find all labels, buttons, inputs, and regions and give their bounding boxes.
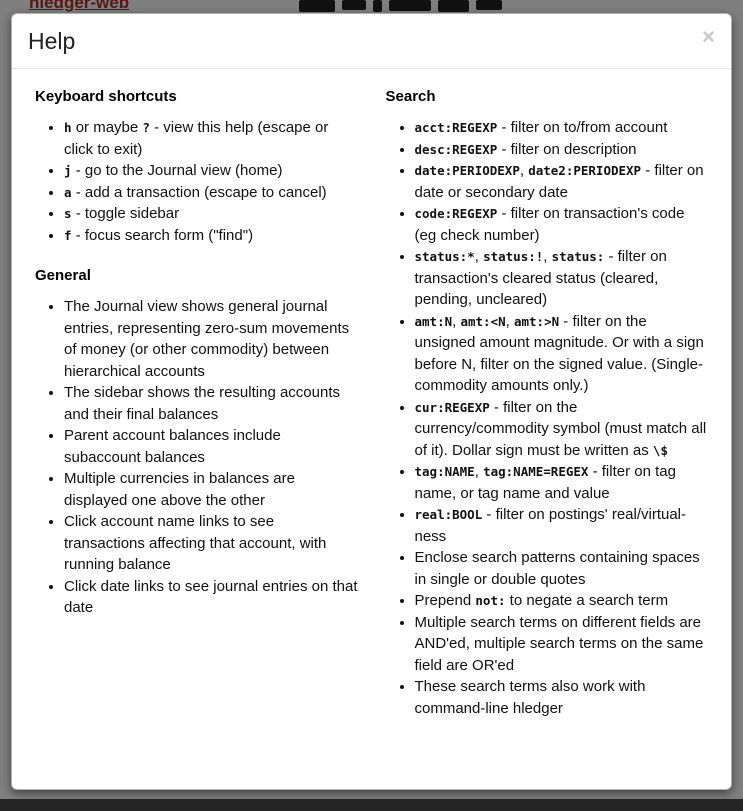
close-icon: × — [702, 24, 715, 49]
search-list — [386, 117, 709, 719]
list-item: • The sidebar shows the resulting accounts and their final balances — [64, 382, 358, 425]
shortcut-list — [35, 117, 358, 246]
list-item: • desc:REGEXP - filter on description — [415, 139, 709, 161]
section-keyboard-shortcuts — [35, 88, 358, 246]
inline-code: desc:REGEXP — [414, 141, 498, 157]
inline-code: amt:>N — [513, 313, 560, 329]
inline-code: status: — [551, 249, 605, 264]
inline-code: s — [64, 206, 72, 221]
inline-code: status:! — [483, 249, 544, 264]
list-item: • status:*, status:!, status: - filter on transaction's cleared status (cleared, pending, uncleared) — [415, 246, 709, 311]
modal-body — [12, 69, 731, 729]
list-item: • Click account name links to see transactions affecting that account, with running balance — [64, 511, 358, 576]
list-item: • date:PERIODEXP, date2:PERIODEXP - filter on date or secondary date — [415, 160, 709, 203]
list-item: • Parent account balances include subaccount balances — [64, 425, 358, 468]
list-item: • code:REGEXP - filter on transaction's code (eg check number) — [415, 203, 709, 246]
list-item: • The Journal view shows general journal entries, representing zero-sum movements of money (or other commodity) between hierarchical accounts — [64, 296, 358, 382]
modal-title: Help — [28, 28, 76, 54]
list-item: • Enclose search patterns containing spaces in single or double quotes — [415, 547, 709, 590]
inline-code: real:BOOL — [414, 507, 483, 522]
list-item: • Multiple search terms on different fields are AND'ed, multiple search terms on the same field are OR'ed — [415, 612, 709, 677]
list-item: • These search terms also work with command-line hledger — [415, 676, 709, 719]
inline-code: ? — [142, 120, 150, 135]
list-item: • Click date links to see journal entries on that date — [64, 576, 358, 619]
inline-code: tag:NAME=REGEX — [483, 464, 589, 479]
list-item: • a - add a transaction (escape to cancel) — [64, 182, 358, 204]
inline-code: a — [64, 184, 72, 200]
inline-code: \$ — [652, 442, 668, 458]
list-item: • j - go to the Journal view (home) — [64, 160, 358, 182]
list-item: • h or maybe ? - view this help (escape or click to exit) — [64, 117, 358, 160]
inline-code: j — [64, 163, 72, 178]
right-column — [372, 88, 723, 719]
inline-code: code:REGEXP — [414, 206, 498, 221]
section-general — [35, 267, 358, 619]
inline-code: date2:PERIODEXP — [528, 163, 642, 178]
general-list — [35, 296, 358, 619]
inline-code: h — [64, 120, 72, 135]
close-button[interactable] — [698, 22, 719, 52]
section-search — [386, 88, 709, 719]
list-item: • f - focus search form ("find") — [64, 225, 358, 247]
list-item: • real:BOOL - filter on postings' real/virtual-ness — [415, 504, 709, 547]
inline-code: acct:REGEXP — [414, 120, 498, 135]
section-heading: Search — [385, 88, 436, 105]
list-item: • Prepend not: to negate a search term — [415, 590, 709, 612]
help-modal — [11, 13, 732, 790]
inline-code: status:* — [414, 249, 475, 264]
left-column — [21, 88, 372, 719]
list-item: • tag:NAME, tag:NAME=REGEX - filter on tag name, or tag name and value — [415, 461, 709, 504]
section-heading: General — [35, 267, 91, 284]
inline-code: tag:NAME — [414, 464, 475, 479]
section-heading: Keyboard shortcuts — [35, 88, 177, 105]
list-item: • cur:REGEXP - filter on the currency/commodity symbol (must match all of it). Dollar sign must be written as \$ — [415, 397, 709, 462]
inline-code: not: — [475, 593, 506, 608]
list-item: • amt:N, amt:<N, amt:>N - filter on the unsigned amount magnitude. Or with a sign before N, filter on the signed value. (Single-commodity amounts only.) — [415, 311, 709, 397]
list-item: • s - toggle sidebar — [64, 203, 358, 225]
inline-code: cur:REGEXP — [414, 399, 490, 415]
modal-header — [12, 14, 731, 69]
inline-code: amt:<N — [460, 313, 506, 329]
list-item: • Multiple currencies in balances are displayed one above the other — [64, 468, 358, 511]
inline-code: f — [64, 227, 72, 243]
inline-code: date:PERIODEXP — [414, 163, 520, 178]
list-item: • acct:REGEXP - filter on to/from account — [415, 117, 709, 139]
inline-code: amt:N — [414, 313, 453, 329]
